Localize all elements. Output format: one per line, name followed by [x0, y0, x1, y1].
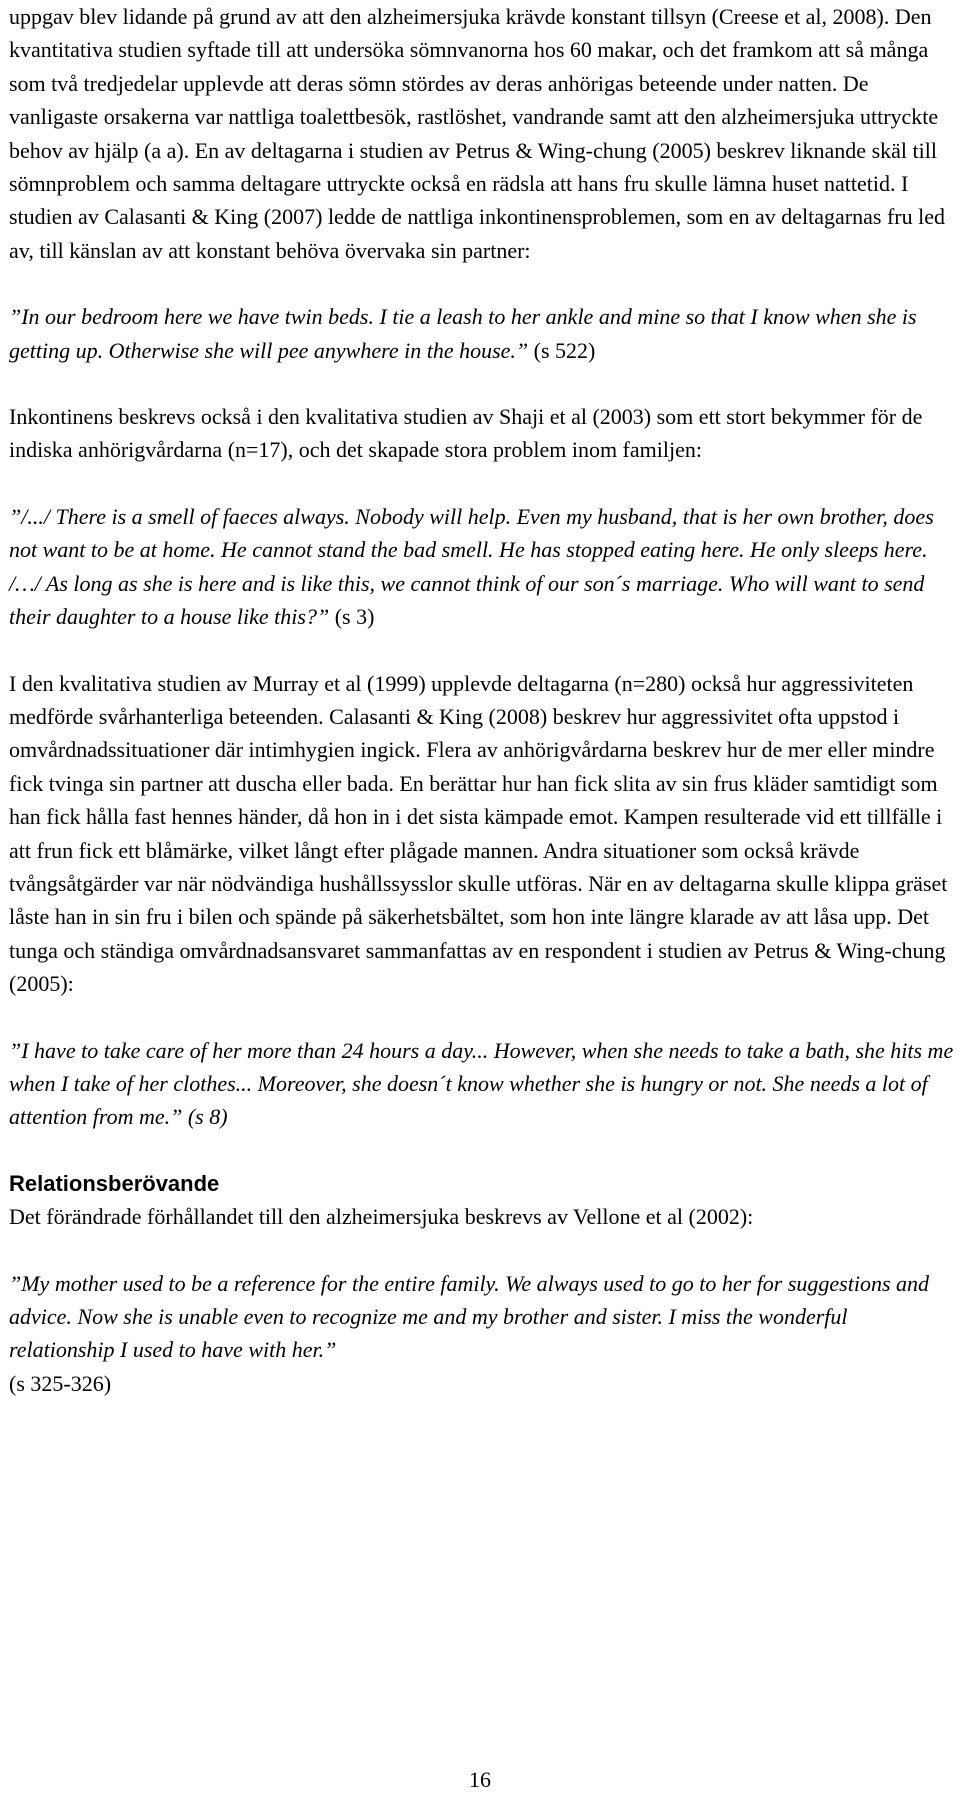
paragraph-gap: [9, 1134, 954, 1167]
block-quote: ”My mother used to be a reference for the entire family. We always used to go to her for suggestions and advice. Now she is unable even to recognize me and my brother and sister. I miss the wonderful relationship I used to have with her.”: [9, 1270, 930, 1363]
block-quote: [9, 300, 954, 367]
body-paragraph: I den kvalitativa studien av Murray et al (1999) upplevde deltagarna (n=280) också hur aggressiviteten medförde svårhanterliga beteenden. Calasanti & King (2008) beskrev hur aggressivitet ofta uppstod i omvårdnadssituationer där intimhygien ingick. Flera av anhörigvårdarna beskrev hur de mer eller mindre fick tvinga sin partner att duscha eller bada. En berättar hur han fick slita av sin frus kläder samtidigt som han fick hålla fast hennes händer, då hon in i det sista kämpade emot. Kampen resulterade vid ett tillfälle i att frun fick ett blåmärke, vilket långt efter plågade mannen. Andra situationer som också krävde tvångsåtgärder var när nödvändiga hushållssysslor skulle utföras. När en av deltagarna skulle klippa gräset låste han in sin fru i bilen och spände på säkerhetsbältet, som hon inte längre klarade av att låsa upp. Det tunga och ständiga omvårdnadsansvaret sammanfattas av en respondent i studien av Petrus & Wing-chung (2005):: [9, 670, 948, 997]
body-paragraph: Inkontinens beskrevs också i den kvalitativa studien av Shaji et al (2003) som ett stort bekymmer för de indiska anhörigvårdarna (n=17), och det skapade stora problem inom familjen:: [9, 404, 923, 463]
quote-reference: (s 522): [528, 337, 596, 363]
page-number: 16: [469, 1767, 491, 1792]
paragraph-gap: [9, 634, 954, 667]
block-quote: [9, 500, 954, 634]
quote-text: ”/.../ There is a smell of faeces always. Nobody will help. Even my husband, that is her own brother, does not want to be at home. He cannot stand the bad smell. He has stopped eating here. He only sleeps here. /…/ As long as she is here and is like this, we cannot think of our son´s marriage. Who will want to send their daughter to a house like this?”: [9, 503, 934, 630]
paragraph-gap: [9, 1234, 954, 1267]
paragraph-gap: [9, 1001, 954, 1034]
document-page: [9, 0, 954, 1400]
paragraph-gap: [9, 267, 954, 300]
body-paragraph: Det förändrade förhållandet till den alzheimersjuka beskrevs av Vellone et al (2002):: [9, 1204, 754, 1230]
block-quote: ”I have to take care of her more than 24 hours a day... However, when she needs to take a bath, she hits me when I take of her clothes... Moreover, she doesn´t know whether she is hungry or not. She needs a lot of attention from me.” (s 8): [9, 1037, 954, 1130]
paragraph-gap: [9, 467, 954, 500]
section-heading: Relationsberövande: [9, 1170, 220, 1196]
paragraph-gap: [9, 367, 954, 400]
quote-reference: (s 325-326): [9, 1370, 112, 1396]
quote-reference: (s 3): [329, 604, 375, 630]
quote-text: ”In our bedroom here we have twin beds. I tie a leash to her ankle and mine so that I know when she is getting up. Otherwise she will pee anywhere in the house.”: [9, 304, 917, 363]
body-paragraph: uppgav blev lidande på grund av att den alzheimersjuka krävde konstant tillsyn (Creese et al, 2008). Den kvantitativa studien syftade till att undersöka sömnvanorna hos 60 makar, och det framkom att så många som två tredjedelar upplevde att deras sömn stördes av deras anhörigas beteende under natten. De vanligaste orsakerna var nattliga toalettbesök, rastlöshet, vandrande samt att den alzheimersjuka uttryckte behov av hjälp (a a). En av deltagarna i studien av Petrus & Wing-chung (2005) beskrev liknande skäl till sömnproblem och samma deltagare uttryckte också en rädsla att hans fru skulle lämna huset nattetid. I studien av Calasanti & King (2007) ledde de nattliga inkontinensproblemen, som en av deltagarnas fru led av, till känslan av att konstant behöva övervaka sin partner:: [9, 4, 945, 263]
